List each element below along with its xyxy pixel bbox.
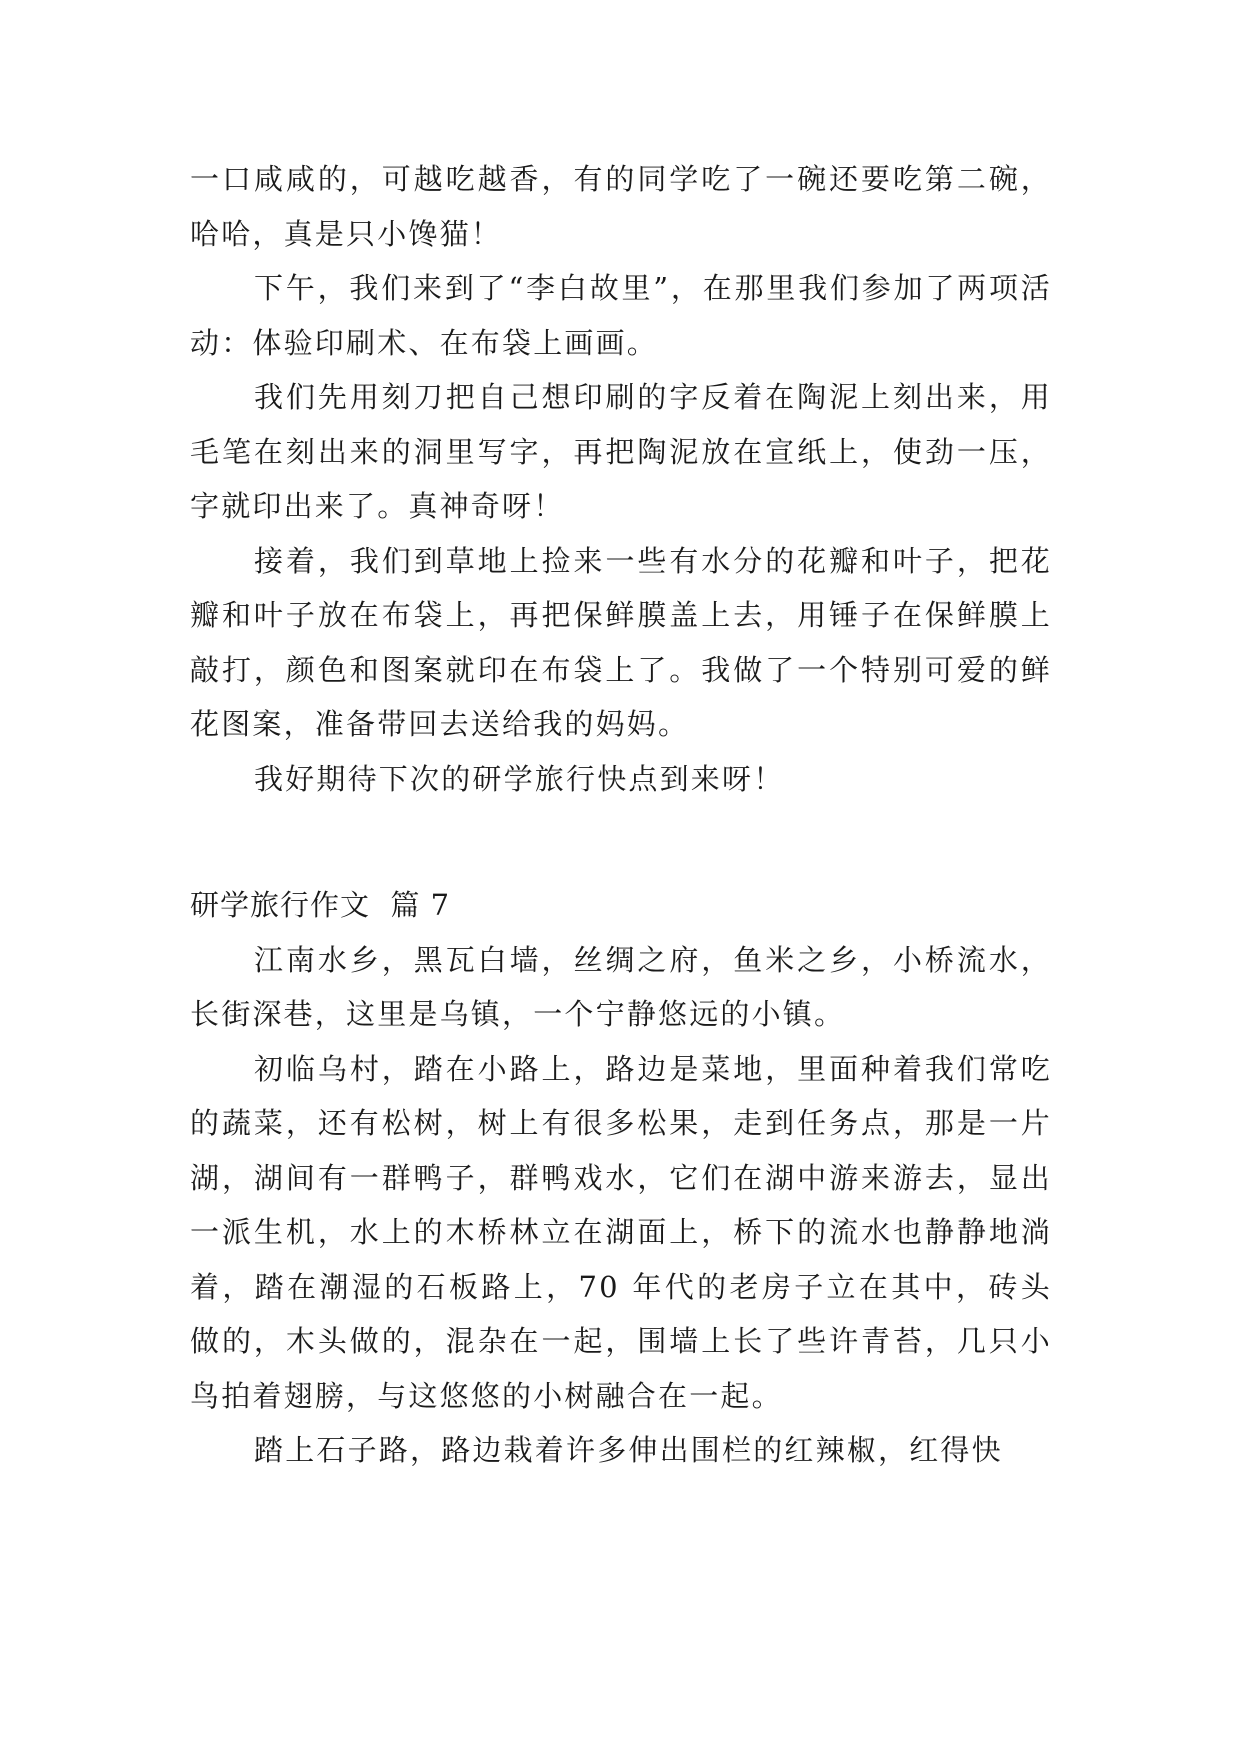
paragraph: 下午，我们来到了“李白故里”，在那里我们参加了两项活动：体验印刷术、在布袋上画画。: [190, 271, 1052, 360]
paragraph: 我们先用刻刀把自己想印刷的字反着在陶泥上刻出来，用毛笔在刻出来的洞里写字，再把陶泥放在宣纸上，使劲一压，字就印出来了。真神奇呀！: [190, 380, 1052, 523]
document-body: [190, 152, 1052, 1478]
paragraph: 接着，我们到草地上捡来一些有水分的花瓣和叶子，把花瓣和叶子放在布袋上，再把保鲜膜盖上去，用锤子在保鲜膜上敲打，颜色和图案就印在布袋上了。我做了一个特别可爱的鲜花图案，准备带回去送给我的妈妈。: [190, 543, 1052, 741]
paragraph: 我好期待下次的研学旅行快点到来呀！: [254, 761, 785, 796]
paragraph-continuation: 一口咸咸的，可越吃越香，有的同学吃了一碗还要吃第二碗，哈哈，真是只小馋猫！: [190, 162, 1052, 251]
paragraph: 江南水乡，黑瓦白墙，丝绸之府，鱼米之乡，小桥流水，长街深巷，这里是乌镇，一个宁静悠远的小镇。: [190, 942, 1052, 1031]
paragraph: 初临乌村，踏在小路上，路边是菜地，里面种着我们常吃的蔬菜，还有松树，树上有很多松果，走到任务点，那是一片湖，湖间有一群鸭子，群鸭戏水，它们在湖中游来游去，显出一派生机，水上的木桥林立在湖面上，桥下的流水也静静地淌着，踏在潮湿的石板路上，70 年代的老房子立在其中，砖头做的，木头做的，混杂在一起，围墙上长了些许青苔，几只小鸟拍着翅膀，与这悠悠的小树融合在一起。: [190, 1051, 1052, 1413]
section-heading: 研学旅行作文 篇 7: [190, 888, 451, 922]
paragraph-truncated: 踏上石子路，路边栽着许多伸出围栏的红辣椒，红得快: [254, 1433, 1003, 1467]
